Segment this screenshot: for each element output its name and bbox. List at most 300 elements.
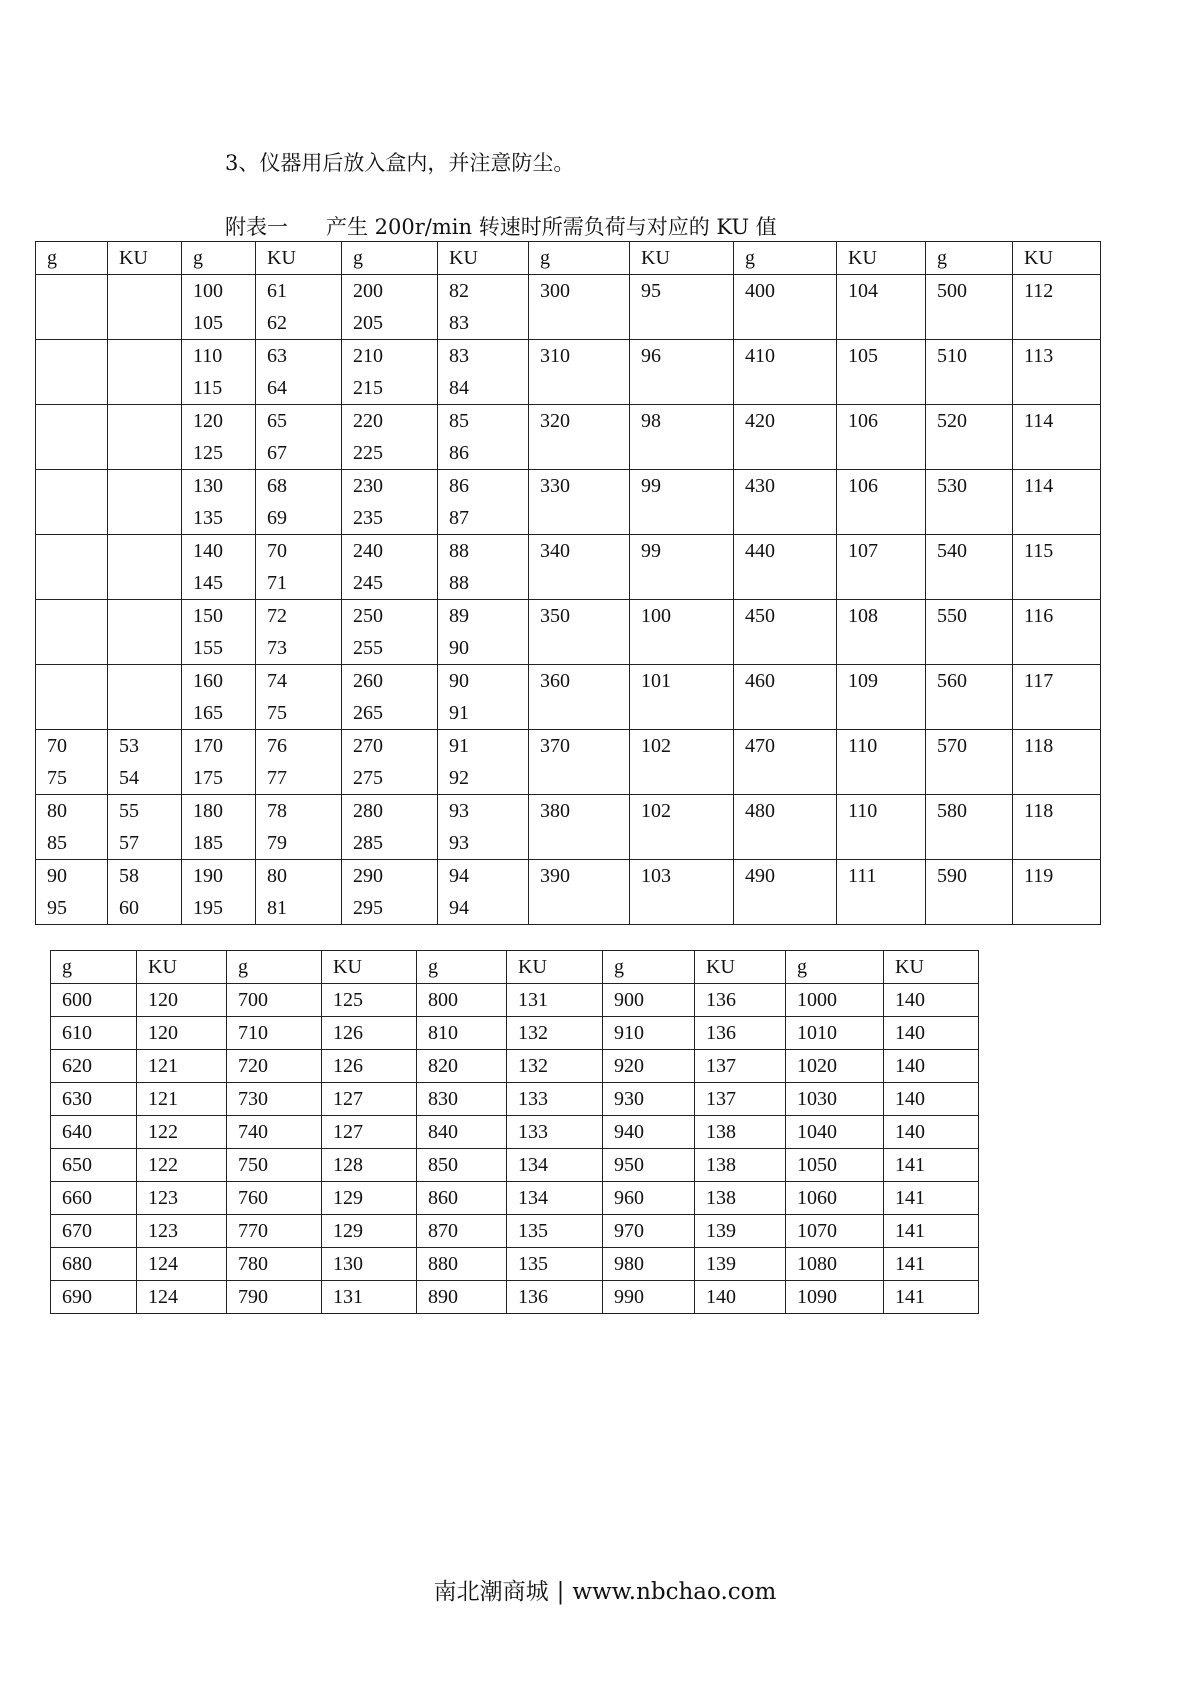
- cell-value: 80: [267, 865, 287, 887]
- cell-value: 63: [267, 345, 287, 367]
- cell-value: 80: [47, 800, 67, 822]
- cell-value: 150: [193, 605, 223, 627]
- table-cell: 640: [51, 1116, 137, 1149]
- table-cell: 1090: [786, 1281, 884, 1314]
- cell-value: 120: [193, 410, 223, 432]
- cell-value: 220: [353, 410, 383, 432]
- cell-value: [47, 470, 107, 502]
- cell-value: 100: [641, 605, 671, 627]
- table-cell: [734, 470, 837, 535]
- cell-value: 275: [353, 767, 383, 789]
- cell-value: 105: [193, 312, 223, 334]
- table-cell: 141: [884, 1182, 979, 1215]
- table-cell: 1030: [786, 1083, 884, 1116]
- cell-value: 490: [745, 865, 775, 887]
- cell-value: [47, 437, 107, 469]
- cell-value: 114: [1024, 475, 1054, 497]
- cell-value: 76: [267, 735, 287, 757]
- cell-value: 420: [745, 410, 775, 432]
- table-cell: 610: [51, 1017, 137, 1050]
- table-cell: 120: [137, 1017, 227, 1050]
- cell-value: 86: [449, 475, 469, 497]
- table-cell: [256, 860, 342, 925]
- cell-value: 106: [848, 475, 878, 497]
- table-cell: [256, 535, 342, 600]
- cell-value: 84: [449, 377, 469, 399]
- cell-value: 71: [267, 572, 287, 594]
- table-cell: 135: [507, 1248, 603, 1281]
- cell-value: 99: [641, 540, 661, 562]
- table-cell: [926, 340, 1013, 405]
- header-cell: KU: [507, 951, 603, 984]
- table-cell: [108, 600, 182, 665]
- table-cell: [182, 665, 256, 730]
- table-cell: [529, 275, 630, 340]
- cell-value: 61: [267, 280, 287, 302]
- table-cell: 141: [884, 1281, 979, 1314]
- table-cell: [438, 275, 529, 340]
- table-row: [36, 795, 1101, 860]
- table-cell: [36, 275, 108, 340]
- cell-value: 87: [449, 507, 469, 529]
- cell-value: 450: [745, 605, 775, 627]
- table-cell: 690: [51, 1281, 137, 1314]
- cell-value: 295: [353, 897, 383, 919]
- header-cell: KU: [438, 242, 529, 275]
- table-cell: 131: [507, 984, 603, 1017]
- cell-value: [47, 340, 107, 372]
- cell-value: 62: [267, 312, 287, 334]
- table-cell: 139: [695, 1248, 786, 1281]
- ku-table-1: [35, 241, 1101, 925]
- table-cell: [342, 665, 438, 730]
- table-cell: [926, 405, 1013, 470]
- cell-value: 73: [267, 637, 287, 659]
- table-cell: 125: [322, 984, 417, 1017]
- table-cell: 136: [695, 984, 786, 1017]
- cell-value: 130: [193, 475, 223, 497]
- table-cell: [630, 795, 734, 860]
- table-cell: [630, 665, 734, 730]
- cell-value: 400: [745, 280, 775, 302]
- table-cell: 122: [137, 1149, 227, 1182]
- cell-value: 118: [1024, 735, 1054, 757]
- table-cell: 136: [695, 1017, 786, 1050]
- cell-value: 530: [937, 475, 967, 497]
- cell-value: 111: [848, 865, 877, 887]
- table-cell: [630, 730, 734, 795]
- table-cell: [438, 795, 529, 860]
- cell-value: [119, 405, 181, 437]
- table-cell: 860: [417, 1182, 507, 1215]
- table-cell: [630, 405, 734, 470]
- table-cell: [529, 730, 630, 795]
- table-cell: 132: [507, 1017, 603, 1050]
- table-cell: 126: [322, 1017, 417, 1050]
- table-cell: 137: [695, 1083, 786, 1116]
- table-cell: [108, 275, 182, 340]
- table-cell: 141: [884, 1215, 979, 1248]
- cell-value: 185: [193, 832, 223, 854]
- cell-value: 103: [641, 865, 671, 887]
- table-cell: 780: [227, 1248, 322, 1281]
- cell-value: 235: [353, 507, 383, 529]
- table-cell: [182, 600, 256, 665]
- cell-value: 195: [193, 897, 223, 919]
- table-cell: [182, 730, 256, 795]
- cell-value: 92: [449, 767, 469, 789]
- table-cell: [926, 795, 1013, 860]
- cell-value: 285: [353, 832, 383, 854]
- cell-value: 119: [1024, 865, 1054, 887]
- table-cell: [1013, 535, 1101, 600]
- cell-value: 155: [193, 637, 223, 659]
- header-cell: g: [36, 242, 108, 275]
- cell-value: 90: [47, 865, 67, 887]
- table-cell: 136: [507, 1281, 603, 1314]
- table-cell: [256, 340, 342, 405]
- table-cell: [182, 535, 256, 600]
- table-cell: [182, 470, 256, 535]
- cell-value: 580: [937, 800, 967, 822]
- table-cell: [256, 795, 342, 860]
- footer-separator: |: [556, 1579, 565, 1605]
- table-cell: 1060: [786, 1182, 884, 1215]
- table-cell: [734, 730, 837, 795]
- table-cell: 820: [417, 1050, 507, 1083]
- cell-value: 64: [267, 377, 287, 399]
- table-cell: 800: [417, 984, 507, 1017]
- cell-value: [47, 307, 107, 339]
- cell-value: 67: [267, 442, 287, 464]
- cell-value: 58: [119, 865, 139, 887]
- cell-value: 115: [1024, 540, 1054, 562]
- table-cell: 122: [137, 1116, 227, 1149]
- cell-value: [119, 340, 181, 372]
- table-cell: [36, 795, 108, 860]
- table-cell: [108, 860, 182, 925]
- table-cell: 790: [227, 1281, 322, 1314]
- cell-value: 265: [353, 702, 383, 724]
- cell-value: 430: [745, 475, 775, 497]
- table-cell: [342, 860, 438, 925]
- table-cell: [36, 405, 108, 470]
- table-caption: [225, 212, 777, 242]
- table-cell: [926, 275, 1013, 340]
- cell-value: 116: [1024, 605, 1054, 627]
- table-cell: 880: [417, 1248, 507, 1281]
- table-row: [36, 665, 1101, 730]
- cell-value: 550: [937, 605, 967, 627]
- table-cell: 970: [603, 1215, 695, 1248]
- table-cell: [438, 405, 529, 470]
- header-cell: g: [926, 242, 1013, 275]
- cell-value: 215: [353, 377, 383, 399]
- table-cell: [837, 600, 926, 665]
- cell-value: 101: [641, 670, 671, 692]
- table-cell: [926, 470, 1013, 535]
- header-cell: KU: [695, 951, 786, 984]
- table-cell: 910: [603, 1017, 695, 1050]
- table-cell: 131: [322, 1281, 417, 1314]
- cell-value: 95: [641, 280, 661, 302]
- cell-value: 72: [267, 605, 287, 627]
- header-cell: g: [227, 951, 322, 984]
- table-cell: [630, 860, 734, 925]
- table-cell: 129: [322, 1215, 417, 1248]
- cell-value: 75: [267, 702, 287, 724]
- header-cell: KU: [884, 951, 979, 984]
- cell-value: [119, 275, 181, 307]
- cell-value: 340: [540, 540, 570, 562]
- cell-value: 107: [848, 540, 878, 562]
- table-row: [51, 1017, 979, 1050]
- cell-value: 117: [1024, 670, 1054, 692]
- table-cell: [734, 275, 837, 340]
- table-cell: 138: [695, 1182, 786, 1215]
- table-cell: 135: [507, 1215, 603, 1248]
- table-cell: [342, 600, 438, 665]
- cell-value: [47, 372, 107, 404]
- cell-value: 55: [119, 800, 139, 822]
- cell-value: 125: [193, 442, 223, 464]
- table-cell: [108, 470, 182, 535]
- cell-value: 370: [540, 735, 570, 757]
- table-row: [36, 600, 1101, 665]
- table-cell: 123: [137, 1182, 227, 1215]
- header-cell: g: [786, 951, 884, 984]
- cell-value: 350: [540, 605, 570, 627]
- table-cell: 850: [417, 1149, 507, 1182]
- table-cell: [342, 535, 438, 600]
- cell-value: 75: [47, 767, 67, 789]
- cell-value: 250: [353, 605, 383, 627]
- table-cell: [1013, 405, 1101, 470]
- header-cell: KU: [322, 951, 417, 984]
- cell-value: 93: [449, 832, 469, 854]
- cell-value: [119, 502, 181, 534]
- cell-value: 54: [119, 767, 139, 789]
- cell-value: 79: [267, 832, 287, 854]
- cell-value: 88: [449, 572, 469, 594]
- table-row: [51, 1215, 979, 1248]
- table-cell: [256, 600, 342, 665]
- table-row: [51, 1182, 979, 1215]
- cell-value: 190: [193, 865, 223, 887]
- table-cell: [256, 730, 342, 795]
- cell-value: 90: [449, 637, 469, 659]
- cell-value: 560: [937, 670, 967, 692]
- cell-value: [47, 535, 107, 567]
- table-cell: [438, 340, 529, 405]
- table-cell: 121: [137, 1083, 227, 1116]
- table-cell: [734, 340, 837, 405]
- table-cell: [734, 665, 837, 730]
- table-cell: 127: [322, 1116, 417, 1149]
- table-cell: [36, 860, 108, 925]
- cell-value: 85: [449, 410, 469, 432]
- table-cell: 740: [227, 1116, 322, 1149]
- header-cell: g: [51, 951, 137, 984]
- table-cell: 920: [603, 1050, 695, 1083]
- caption-label: 附表一: [225, 215, 288, 239]
- table-cell: [837, 730, 926, 795]
- table-cell: [837, 535, 926, 600]
- table-cell: 124: [137, 1248, 227, 1281]
- cell-value: 65: [267, 410, 287, 432]
- table-cell: 950: [603, 1149, 695, 1182]
- table-cell: [1013, 665, 1101, 730]
- table-cell: [438, 860, 529, 925]
- table-cell: 1040: [786, 1116, 884, 1149]
- table-cell: [1013, 730, 1101, 795]
- header-cell: KU: [630, 242, 734, 275]
- cell-value: 240: [353, 540, 383, 562]
- table-cell: 760: [227, 1182, 322, 1215]
- table-cell: 137: [695, 1050, 786, 1083]
- cell-value: 440: [745, 540, 775, 562]
- table-cell: [837, 340, 926, 405]
- cell-value: 300: [540, 280, 570, 302]
- table-cell: 750: [227, 1149, 322, 1182]
- table-cell: 940: [603, 1116, 695, 1149]
- table-row: [51, 1281, 979, 1314]
- table-cell: 133: [507, 1083, 603, 1116]
- table-cell: 890: [417, 1281, 507, 1314]
- cell-value: [47, 567, 107, 599]
- table-cell: [182, 795, 256, 860]
- table-cell: 1050: [786, 1149, 884, 1182]
- cell-value: 114: [1024, 410, 1054, 432]
- cell-value: 320: [540, 410, 570, 432]
- table-cell: 650: [51, 1149, 137, 1182]
- table-cell: [1013, 860, 1101, 925]
- table-cell: 720: [227, 1050, 322, 1083]
- cell-value: 105: [848, 345, 878, 367]
- cell-value: [47, 275, 107, 307]
- table-cell: 700: [227, 984, 322, 1017]
- table-cell: [108, 535, 182, 600]
- table-cell: 670: [51, 1215, 137, 1248]
- table-cell: [734, 535, 837, 600]
- table-cell: 1020: [786, 1050, 884, 1083]
- cell-value: 290: [353, 865, 383, 887]
- table-cell: 130: [322, 1248, 417, 1281]
- table-cell: [529, 405, 630, 470]
- page-footer: [0, 1576, 1200, 1608]
- cell-value: [47, 697, 107, 729]
- table-cell: [1013, 275, 1101, 340]
- cell-value: [47, 665, 107, 697]
- cell-value: [47, 632, 107, 664]
- cell-value: 205: [353, 312, 383, 334]
- table-cell: 134: [507, 1182, 603, 1215]
- table-row: [36, 340, 1101, 405]
- cell-value: [47, 502, 107, 534]
- header-cell: g: [603, 951, 695, 984]
- table-cell: [1013, 340, 1101, 405]
- table-cell: [734, 795, 837, 860]
- table-cell: 980: [603, 1248, 695, 1281]
- cell-value: 310: [540, 345, 570, 367]
- cell-value: 70: [267, 540, 287, 562]
- table-cell: 140: [884, 1017, 979, 1050]
- cell-value: [119, 307, 181, 339]
- cell-value: 53: [119, 735, 139, 757]
- header-cell: KU: [256, 242, 342, 275]
- cell-value: 91: [449, 702, 469, 724]
- cell-value: 102: [641, 800, 671, 822]
- cell-value: 108: [848, 605, 878, 627]
- table-cell: [438, 600, 529, 665]
- table-cell: 990: [603, 1281, 695, 1314]
- footer-brand: 南北潮商城: [433, 1579, 549, 1605]
- table-cell: 1010: [786, 1017, 884, 1050]
- table-row: [36, 275, 1101, 340]
- table-cell: [529, 860, 630, 925]
- cell-value: 210: [353, 345, 383, 367]
- cell-value: [119, 665, 181, 697]
- table-cell: [529, 535, 630, 600]
- table-cell: 129: [322, 1182, 417, 1215]
- table-cell: [529, 470, 630, 535]
- table-cell: 121: [137, 1050, 227, 1083]
- header-cell: g: [182, 242, 256, 275]
- table-cell: [734, 860, 837, 925]
- cell-value: 74: [267, 670, 287, 692]
- cell-value: [119, 470, 181, 502]
- cell-value: 460: [745, 670, 775, 692]
- cell-value: 280: [353, 800, 383, 822]
- table-cell: 139: [695, 1215, 786, 1248]
- header-cell: KU: [137, 951, 227, 984]
- cell-value: 98: [641, 410, 661, 432]
- table-cell: [108, 405, 182, 470]
- table-cell: 680: [51, 1248, 137, 1281]
- table-cell: [529, 795, 630, 860]
- cell-value: 91: [449, 735, 469, 757]
- cell-value: 78: [267, 800, 287, 822]
- table-cell: 1070: [786, 1215, 884, 1248]
- table-cell: [926, 535, 1013, 600]
- cell-value: [119, 632, 181, 664]
- table-cell: [837, 275, 926, 340]
- cell-value: 135: [193, 507, 223, 529]
- table-cell: [36, 600, 108, 665]
- table-cell: [36, 665, 108, 730]
- table-cell: 120: [137, 984, 227, 1017]
- table-cell: [837, 665, 926, 730]
- table-row: [51, 1050, 979, 1083]
- table-cell: [926, 730, 1013, 795]
- table-cell: [342, 795, 438, 860]
- table-cell: 133: [507, 1116, 603, 1149]
- cell-value: 90: [449, 670, 469, 692]
- cell-value: 570: [937, 735, 967, 757]
- cell-value: [119, 372, 181, 404]
- instruction-note: 3、仪器用后放入盒内，并注意防尘。: [225, 151, 575, 175]
- table-cell: 140: [695, 1281, 786, 1314]
- cell-value: 110: [193, 345, 223, 367]
- header-cell: KU: [1013, 242, 1101, 275]
- cell-value: 470: [745, 735, 775, 757]
- table-row: [36, 470, 1101, 535]
- cell-value: 68: [267, 475, 287, 497]
- cell-value: 96: [641, 345, 661, 367]
- table-cell: [630, 470, 734, 535]
- cell-value: 170: [193, 735, 223, 757]
- table-cell: [926, 600, 1013, 665]
